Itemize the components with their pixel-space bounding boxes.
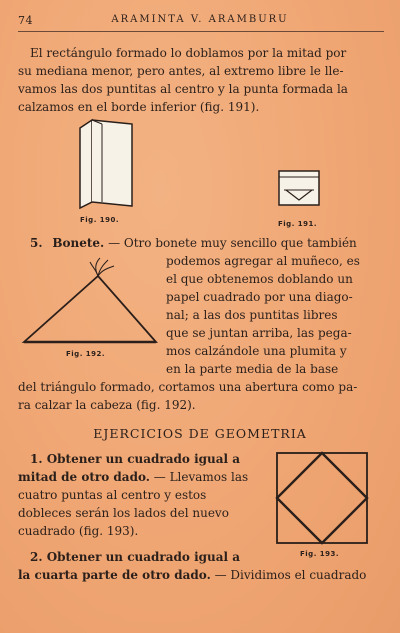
header-rule	[18, 31, 384, 32]
exercise-1-text-start: — Llevamos las	[149, 470, 249, 484]
exercise-1-title: 1. Obtener un cuadrado igual a	[30, 452, 241, 466]
intro-line-1: El rectángulo formado lo doblamos por la mitad por	[30, 46, 347, 60]
fig-193-illustration	[276, 452, 370, 546]
exercise-1-line-4: dobleces serán los lados del nuevo	[18, 506, 229, 520]
fig-192-caption: Fig. 192.	[66, 350, 106, 358]
bonete-line-5: nal; a las dos puntitas libres	[166, 308, 338, 322]
intro-line-4: calzamos en el borde inferior (fig. 191).	[18, 100, 260, 114]
intro-line-2: su mediana menor, pero antes, al extremo libre le lle-	[18, 64, 344, 78]
exercise-1-title-end: mitad de otro dado.	[18, 470, 150, 484]
exercise-2-title-end: la cuarta parte de otro dado.	[18, 568, 211, 582]
exercise-1-line-5: cuadrado (fig. 193).	[18, 524, 139, 538]
intro-line-3: vamos las dos puntitas al centro y la punta formada la	[18, 82, 348, 96]
bonete-line-4: papel cuadrado por una diago-	[166, 290, 353, 304]
bonete-line-1	[30, 234, 357, 252]
bonete-title: Bonete.	[52, 236, 105, 250]
exercise-1-line-3: cuatro puntas al centro y estos	[18, 488, 207, 502]
page-number: 74	[18, 14, 33, 27]
fig-193-caption: Fig. 193.	[300, 550, 340, 558]
bonete-text-1: — Otro bonete muy sencillo que también	[108, 236, 357, 250]
fig-192-illustration	[22, 256, 158, 348]
running-header: ARAMINTA V. ARAMBURU	[111, 14, 289, 25]
section-title: EJERCICIOS DE GEOMETRIA	[93, 426, 307, 441]
bonete-line-6: que se juntan arriba, las pega-	[166, 326, 352, 340]
fig-191-caption: Fig. 191.	[278, 220, 318, 228]
fig-190-illustration	[78, 118, 138, 210]
bonete-line-9: del triángulo formado, cortamos una abertura como pa-	[18, 380, 358, 394]
bonete-line-3: el que obtenemos doblando un	[166, 272, 353, 286]
exercise-2-line-2	[18, 566, 366, 584]
exercise-2-title: 2. Obtener un cuadrado igual a	[30, 550, 241, 564]
exercise-1-line-2	[18, 468, 248, 486]
fig-190-caption: Fig. 190.	[80, 216, 120, 224]
bonete-line-8: en la parte media de la base	[166, 362, 339, 376]
bonete-number: 5.	[30, 236, 43, 250]
bonete-line-7: mos calzándole una plumita y	[166, 344, 347, 358]
exercise-2-text-start: — Dividimos el cuadrado	[210, 568, 367, 582]
bonete-line-2: podemos agregar al muñeco, es	[166, 254, 360, 268]
fig-191-illustration	[278, 170, 322, 208]
bonete-line-10: ra calzar la cabeza (fig. 192).	[18, 398, 196, 412]
